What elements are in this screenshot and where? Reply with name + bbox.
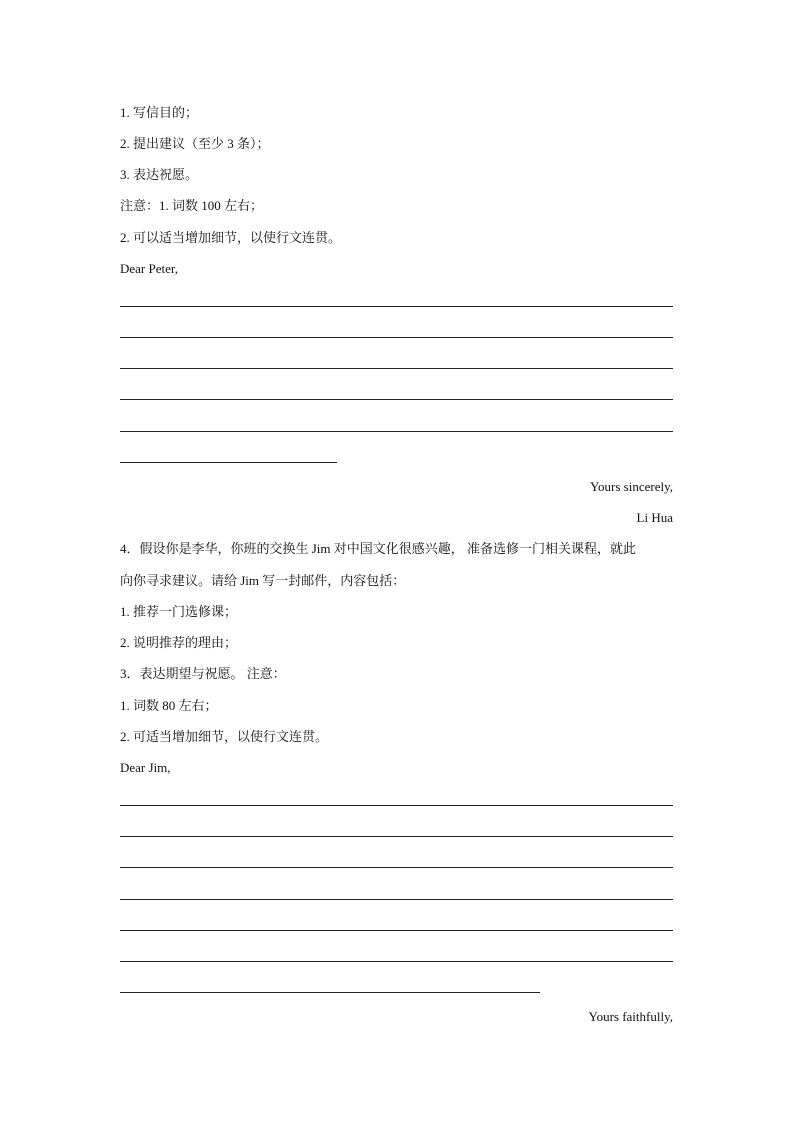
writing-line-short[interactable] (120, 462, 337, 463)
requirement-point-1: 1. 写信目的； (120, 105, 199, 120)
writing-line-short[interactable] (120, 992, 540, 993)
letter-signature: Li Hua (636, 510, 673, 525)
writing-line[interactable] (120, 836, 673, 837)
writing-line[interactable] (120, 368, 673, 369)
note-word-count: 1. 词数 80 左右； (120, 698, 218, 713)
writing-line[interactable] (120, 899, 673, 900)
requirement-point-2: 2. 提出建议（至少 3 条）； (120, 136, 270, 151)
content-point-3: 3．表达期望与祝愿。 注意： (120, 666, 286, 681)
note-details: 2. 可以适当增加细节，以使行文连贯。 (120, 230, 342, 245)
content-point-1: 1. 推荐一门选修课； (120, 604, 238, 619)
writing-line[interactable] (120, 961, 673, 962)
requirement-point-3: 3. 表达祝愿。 (120, 167, 199, 182)
writing-line[interactable] (120, 399, 673, 400)
note-word-count: 注意：1. 词数 100 左右； (120, 198, 264, 213)
letter-greeting: Dear Peter, (120, 261, 178, 276)
writing-line[interactable] (120, 930, 673, 931)
letter-closing: Yours faithfully, (588, 1009, 673, 1024)
question-prompt-line-2: 向你寻求建议。请给 Jim 写一封邮件，内容包括： (120, 573, 406, 588)
writing-line[interactable] (120, 867, 673, 868)
writing-line[interactable] (120, 306, 673, 307)
question-prompt-line-1: 4．假设你是李华，你班的交换生 Jim 对中国文化很感兴趣， 准备选修一门相关课程，就此 (120, 541, 637, 556)
letter-greeting: Dear Jim, (120, 760, 171, 775)
content-point-2: 2. 说明推荐的理由； (120, 635, 238, 650)
writing-line[interactable] (120, 431, 673, 432)
writing-line[interactable] (120, 805, 673, 806)
writing-line[interactable] (120, 337, 673, 338)
letter-closing: Yours sincerely, (589, 479, 673, 494)
note-details: 2. 可适当增加细节，以使行文连贯。 (120, 729, 329, 744)
